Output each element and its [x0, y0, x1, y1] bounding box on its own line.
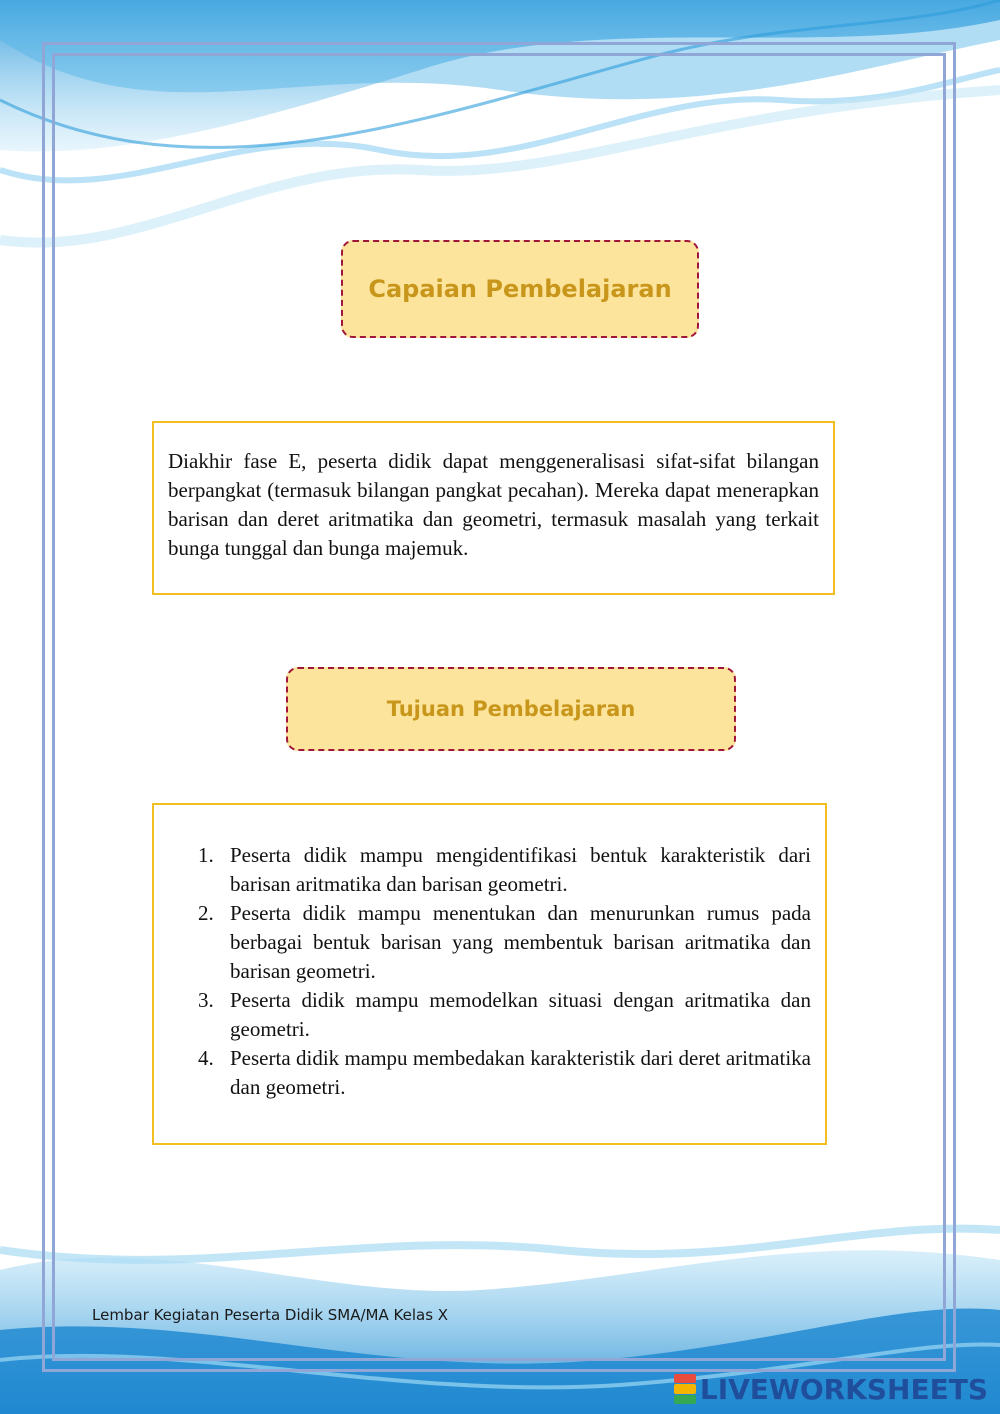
tujuan-content-box — [152, 803, 827, 1145]
footer-caption: Lembar Kegiatan Peserta Didik SMA/MA Kelas X — [92, 1306, 449, 1324]
list-item — [168, 1044, 811, 1102]
capaian-heading — [341, 240, 699, 338]
list-item — [168, 841, 811, 899]
liveworksheets-brand[interactable] — [674, 1371, 988, 1407]
list-item-text: Peserta didik mampu mengidentifikasi bentuk karakteristik dari barisan aritmatika dan barisan geometri. — [230, 843, 811, 896]
list-item-text: Peserta didik mampu memodelkan situasi dengan aritmatika dan geometri. — [230, 988, 811, 1041]
tujuan-heading — [286, 667, 736, 751]
tujuan-list — [168, 841, 811, 1102]
list-item — [168, 899, 811, 986]
list-item — [168, 986, 811, 1044]
brand-name: LIVEWORKSHEETS — [699, 1372, 988, 1406]
list-item-text: Peserta didik mampu membedakan karakteristik dari deret aritmatika dan geometri. — [230, 1046, 811, 1099]
list-item-number: 3. — [198, 988, 214, 1012]
capaian-title: Capaian Pembelajaran — [368, 275, 672, 303]
list-item-number: 1. — [198, 843, 214, 867]
capaian-content-box — [152, 421, 835, 595]
list-item-number: 2. — [198, 901, 214, 925]
tujuan-title: Tujuan Pembelajaran — [386, 697, 636, 721]
list-item-text: Peserta didik mampu menentukan dan menurunkan rumus pada berbagai bentuk barisan yang membentuk barisan aritmatika dan barisan geometri. — [230, 901, 811, 983]
list-item-number: 4. — [198, 1046, 214, 1070]
capaian-text: Diakhir fase E, peserta didik dapat menggeneralisasi sifat-sifat bilangan berpangkat (termasuk bilangan pangkat pecahan). Mereka dapat menerapkan barisan dan deret aritmatika dan geometri, termasuk masalah yang terkait bunga tunggal dan bunga majemuk. — [168, 449, 819, 560]
liveworksheets-logo-icon — [674, 1374, 696, 1404]
